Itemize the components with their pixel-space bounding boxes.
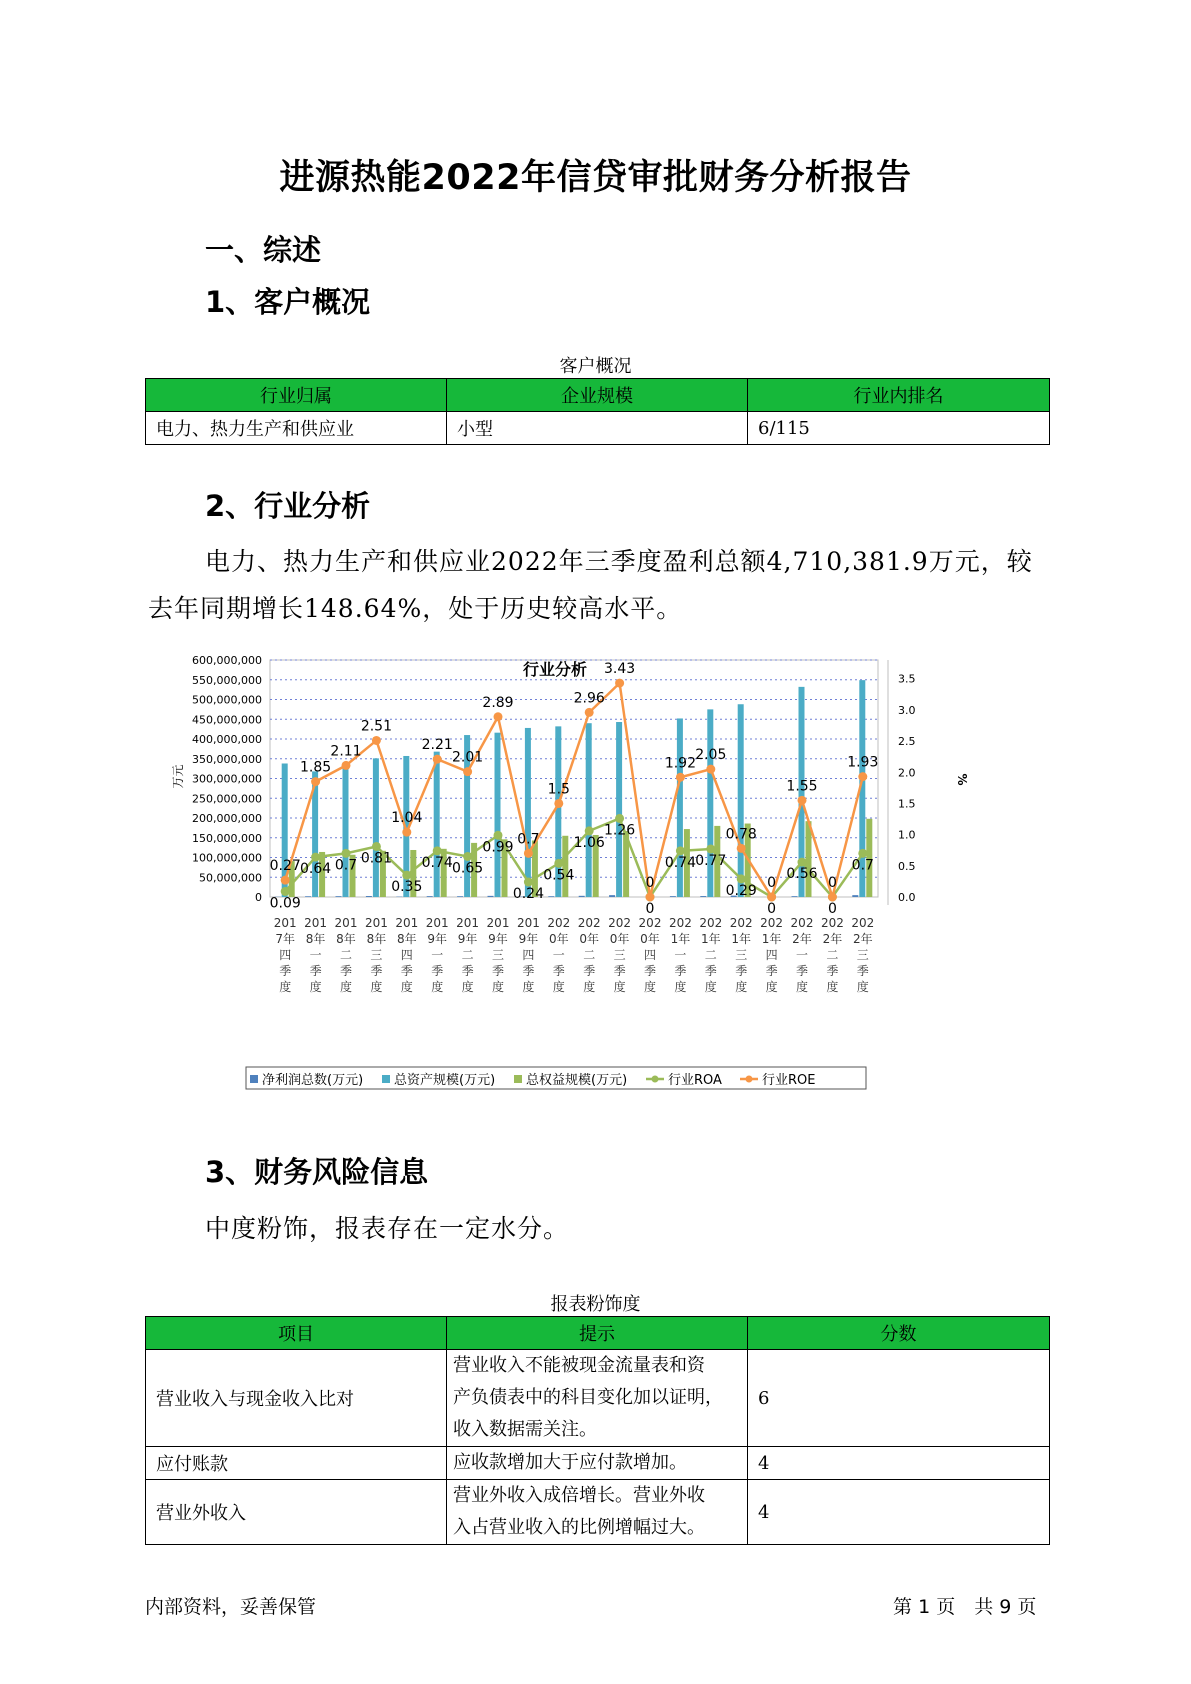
table-cell: 电力、热力生产和供应业 — [146, 412, 447, 445]
x-tick-label: 季 — [583, 964, 596, 978]
x-tick-label: 度 — [339, 980, 353, 994]
table-header: 项目 — [146, 1317, 447, 1350]
y2-tick-label: 3.0 — [898, 703, 916, 717]
y2-tick-label: 2.5 — [898, 735, 916, 749]
bar — [495, 733, 501, 897]
table-cell: 4 — [748, 1447, 1050, 1480]
x-tick-label: 度 — [765, 980, 778, 994]
document-title: 进源热能2022年信贷审批财务分析报告 — [279, 158, 912, 198]
data-label: 1.5 — [547, 781, 570, 798]
y-tick-label: 600,000,000 — [192, 655, 262, 667]
x-tick-label: 三 — [735, 948, 748, 962]
data-label: 1.04 — [391, 810, 423, 827]
x-tick-label: 二 — [583, 948, 596, 962]
data-point — [858, 772, 867, 781]
x-tick-label: 9年 — [427, 932, 448, 946]
table-cell: 6/115 — [748, 412, 1050, 445]
data-label: 2.05 — [695, 747, 727, 764]
y-tick-label: 150,000,000 — [192, 831, 262, 845]
x-tick-label: 三 — [856, 948, 869, 962]
legend-swatch-marker — [652, 1076, 659, 1083]
x-tick-label: 一 — [431, 948, 444, 962]
data-label: 0.09 — [269, 895, 301, 912]
y-tick-label: 200,000,000 — [192, 812, 262, 825]
x-tick-label: 一 — [309, 948, 322, 962]
x-tick-label: 201 — [334, 916, 358, 930]
y-tick-label: 500,000,000 — [192, 693, 262, 707]
page-prefix: 第 — [893, 1596, 913, 1618]
x-tick-label: 四 — [643, 948, 657, 962]
y-tick-label: 350,000,000 — [192, 752, 262, 766]
hint-line: 入占营业收入的比例增幅过大。 — [453, 1517, 705, 1538]
data-label: 1.85 — [300, 759, 332, 776]
x-tick-label: 度 — [279, 980, 292, 994]
hint-line: 营业收入不能被现金流量表和资 — [453, 1355, 705, 1376]
x-tick-label: 四 — [400, 948, 413, 962]
data-label: 0.7 — [334, 857, 358, 874]
data-point — [342, 761, 351, 770]
data-point — [494, 712, 503, 721]
x-tick-label: 1年 — [731, 932, 752, 946]
footer-page-number — [893, 1592, 1036, 1619]
data-label: 0.7 — [517, 831, 540, 848]
x-tick-label: 202 — [608, 916, 632, 930]
chart-title: 行业分析 — [522, 660, 588, 679]
x-tick-label: 季 — [279, 964, 292, 978]
table-cell-hint — [447, 1480, 748, 1545]
table-header: 提示 — [447, 1317, 748, 1350]
section-heading-overview: 一、综述 — [205, 233, 322, 267]
y-tick-label: 550,000,000 — [192, 673, 262, 687]
data-point — [281, 876, 290, 885]
data-point — [554, 799, 563, 808]
y-tick-label: 450,000,000 — [192, 713, 262, 727]
subheading-industry-analysis: 2、行业分析 — [205, 489, 371, 523]
data-label: 0.74 — [421, 854, 453, 871]
x-tick-label: 9年 — [457, 932, 478, 946]
data-label: 0.7 — [851, 857, 874, 874]
x-tick-label: 季 — [522, 964, 535, 978]
x-tick-label: 201 — [395, 916, 419, 930]
bar — [457, 896, 463, 897]
data-point — [402, 828, 411, 837]
table-cell: 6 — [748, 1350, 1050, 1447]
table-header: 行业内排名 — [748, 379, 1050, 412]
x-tick-label: 度 — [552, 980, 565, 994]
data-label: 0.64 — [300, 861, 332, 878]
x-tick-label: 0年 — [548, 932, 569, 946]
x-tick-label: 8年 — [336, 932, 356, 946]
table-caption-customer: 客户概况 — [559, 356, 632, 377]
table-header: 行业归属 — [146, 379, 447, 412]
x-tick-label: 202 — [851, 916, 875, 930]
x-tick-label: 201 — [516, 916, 540, 930]
table-row — [146, 1480, 1050, 1545]
data-label: 1.06 — [573, 834, 605, 851]
x-tick-label: 季 — [309, 964, 322, 978]
x-tick-label: 季 — [735, 964, 748, 978]
data-point — [767, 893, 776, 902]
legend-swatch — [250, 1075, 258, 1083]
data-label: 0 — [767, 901, 777, 917]
page-total: 9 — [999, 1596, 1012, 1618]
paragraph-line: 电力、热力生产和供应业2022年三季度盈利总额4,710,381.9万元，较 — [205, 547, 1033, 576]
bar — [609, 895, 615, 897]
x-tick-label: 202 — [760, 916, 784, 930]
x-tick-label: 8年 — [396, 932, 417, 946]
bar — [586, 723, 592, 897]
x-tick-label: 二 — [461, 948, 474, 962]
y-tick-label: 400,000,000 — [192, 733, 262, 746]
x-tick-label: 202 — [577, 916, 601, 930]
data-point — [646, 893, 655, 902]
x-tick-label: 度 — [856, 980, 869, 994]
x-tick-label: 201 — [273, 916, 297, 930]
y-tick-label: 300,000,000 — [192, 772, 262, 786]
bar — [579, 896, 585, 897]
paragraph-line: 去年同期增长148.64%，处于历史较高水平。 — [148, 594, 683, 623]
page-current: 1 — [918, 1596, 931, 1618]
x-tick-label: 2年 — [822, 932, 843, 946]
data-label: 1.92 — [664, 755, 696, 772]
x-tick-label: 2年 — [792, 932, 812, 946]
bar — [434, 752, 440, 897]
bar — [548, 896, 554, 897]
data-label: 2.11 — [330, 743, 362, 760]
subheading-customer-overview: 1、客户概况 — [205, 285, 371, 319]
x-tick-label: 度 — [309, 980, 322, 994]
bar — [488, 896, 494, 897]
bar — [427, 896, 433, 897]
data-point — [311, 777, 320, 786]
y2-tick-label: 1.0 — [898, 828, 916, 842]
data-label: 0.27 — [269, 858, 301, 875]
data-point — [433, 755, 442, 764]
data-label: 0.99 — [482, 839, 514, 856]
table-cell: 营业收入与现金收入比对 — [146, 1350, 447, 1447]
data-label: 0.24 — [512, 886, 544, 903]
x-tick-label: 季 — [704, 964, 717, 978]
x-tick-label: 三 — [491, 948, 505, 962]
bar — [366, 896, 372, 897]
x-tick-label: 季 — [643, 964, 657, 978]
bar — [525, 728, 531, 897]
x-tick-label: 季 — [613, 964, 626, 978]
table-cell: 小型 — [447, 412, 748, 445]
x-tick-label: 202 — [820, 916, 844, 930]
legend-swatch — [514, 1075, 522, 1083]
data-label: 2.21 — [421, 737, 453, 754]
hint-line: 应收款增加大于应付款增加。 — [453, 1452, 687, 1473]
x-tick-label: 季 — [765, 964, 778, 978]
bar — [806, 821, 812, 897]
chart-svg — [170, 655, 970, 1115]
x-tick-label: 202 — [668, 916, 692, 930]
bar — [616, 722, 622, 897]
x-tick-label: 季 — [856, 964, 869, 978]
x-tick-label: 三 — [613, 948, 626, 962]
x-tick-label: 一 — [674, 948, 687, 962]
x-tick-label: 7年 — [275, 932, 296, 946]
y-tick-label: 100,000,000 — [192, 851, 262, 865]
x-tick-label: 1年 — [700, 932, 721, 946]
table-header: 企业规模 — [447, 379, 748, 412]
bar — [305, 896, 311, 897]
x-tick-label: 202 — [699, 916, 723, 930]
bar — [336, 896, 342, 897]
data-point — [798, 796, 807, 805]
table-caption-embellishment: 报表粉饰度 — [550, 1294, 641, 1315]
bar — [670, 896, 676, 897]
data-label: 2.01 — [452, 749, 484, 766]
data-label: 0.35 — [391, 879, 423, 896]
data-label: 3.43 — [604, 661, 636, 678]
hint-line: 收入数据需关注。 — [453, 1419, 597, 1440]
x-tick-label: 季 — [552, 964, 565, 978]
bar — [700, 896, 706, 897]
x-tick-label: 度 — [370, 980, 383, 994]
data-point — [737, 844, 746, 853]
legend-label: 行业ROE — [762, 1073, 816, 1088]
data-label: 0.65 — [452, 860, 484, 877]
x-tick-label: 季 — [339, 964, 353, 978]
data-point — [676, 773, 685, 782]
x-tick-label: 0年 — [579, 932, 600, 946]
legend-swatch — [382, 1075, 390, 1083]
data-point — [585, 708, 594, 717]
table-cell: 应付账款 — [146, 1447, 447, 1480]
x-tick-label: 一 — [552, 948, 565, 962]
data-point — [372, 736, 381, 745]
data-point — [524, 849, 533, 858]
hint-line: 营业外收入成倍增长。营业外收 — [453, 1485, 705, 1506]
customer-overview-table — [145, 378, 1050, 445]
bar — [343, 763, 349, 897]
data-label: 0 — [645, 875, 655, 891]
data-label: 0.29 — [725, 882, 757, 899]
legend-label: 总权益规模(万元) — [526, 1073, 628, 1088]
page-mid: 页 共 — [936, 1596, 994, 1618]
x-tick-label: 度 — [643, 980, 657, 994]
y2-tick-label: 0.5 — [898, 859, 916, 873]
data-label: 0 — [645, 901, 655, 917]
data-point — [463, 767, 472, 776]
x-tick-label: 8年 — [305, 932, 326, 946]
x-tick-label: 度 — [461, 980, 474, 994]
data-label: 0.56 — [786, 866, 818, 883]
x-tick-label: 度 — [400, 980, 413, 994]
data-label: 0 — [827, 901, 837, 917]
x-tick-label: 201 — [486, 916, 510, 930]
bar — [738, 704, 744, 897]
subheading-financial-risk: 3、财务风险信息 — [205, 1155, 429, 1189]
legend-label: 总资产规模(万元) — [394, 1073, 496, 1088]
x-tick-label: 四 — [765, 948, 778, 962]
table-row — [146, 412, 1050, 445]
legend-label: 净利润总数(万元) — [262, 1073, 364, 1088]
table-row — [146, 1350, 1050, 1447]
x-tick-label: 度 — [431, 980, 444, 994]
table-cell-hint — [447, 1350, 748, 1447]
x-tick-label: 201 — [456, 916, 480, 930]
x-tick-label: 度 — [674, 980, 687, 994]
page-suffix: 页 — [1017, 1596, 1037, 1618]
x-tick-label: 二 — [704, 948, 717, 962]
x-tick-label: 1年 — [761, 932, 782, 946]
x-tick-label: 1年 — [670, 932, 691, 946]
bar — [852, 895, 858, 897]
data-label: 0.74 — [664, 854, 696, 871]
data-label: 0.77 — [695, 852, 727, 869]
x-tick-label: 二 — [826, 948, 839, 962]
table-header: 分数 — [748, 1317, 1050, 1350]
x-tick-label: 201 — [364, 916, 388, 930]
x-tick-label: 202 — [638, 916, 662, 930]
table-cell-hint — [447, 1447, 748, 1480]
x-tick-label: 9年 — [488, 932, 508, 946]
x-tick-label: 201 — [425, 916, 449, 930]
x-tick-label: 季 — [795, 964, 809, 978]
x-tick-label: 季 — [461, 964, 474, 978]
hint-line: 产负债表中的科目变化加以证明， — [453, 1387, 723, 1408]
data-label: 1.26 — [604, 822, 636, 839]
x-tick-label: 度 — [795, 980, 809, 994]
x-tick-label: 度 — [583, 980, 596, 994]
data-label: 0.54 — [543, 867, 575, 884]
x-tick-label: 度 — [735, 980, 748, 994]
footer-confidential: 内部资料，妥善保管 — [145, 1596, 317, 1618]
x-tick-label: 9年 — [518, 932, 539, 946]
x-tick-label: 度 — [826, 980, 839, 994]
x-tick-label: 2年 — [852, 932, 873, 946]
data-point — [706, 765, 715, 774]
data-point — [615, 679, 624, 688]
x-tick-label: 202 — [547, 916, 571, 930]
x-tick-label: 一 — [795, 948, 809, 962]
bar — [373, 758, 379, 897]
data-label: 0 — [767, 875, 777, 891]
data-label: 2.96 — [573, 690, 605, 707]
table-cell: 4 — [748, 1480, 1050, 1545]
y2-tick-label: 2.0 — [898, 766, 916, 780]
legend-swatch-marker — [746, 1076, 753, 1083]
data-label: 0 — [827, 875, 837, 891]
legend-label: 行业ROA — [668, 1073, 722, 1088]
bar — [792, 896, 798, 897]
x-tick-label: 二 — [339, 948, 353, 962]
x-tick-label: 201 — [304, 916, 328, 930]
y-tick-label: 0 — [255, 891, 262, 904]
x-tick-label: 三 — [370, 948, 383, 962]
x-tick-label: 季 — [674, 964, 687, 978]
x-tick-label: 度 — [491, 980, 505, 994]
y2-tick-label: 3.5 — [898, 672, 916, 686]
x-tick-label: 四 — [522, 948, 535, 962]
table-cell: 营业外收入 — [146, 1480, 447, 1545]
x-tick-label: 季 — [826, 964, 839, 978]
data-label: 0.81 — [360, 850, 392, 867]
x-tick-label: 度 — [613, 980, 626, 994]
x-tick-label: 202 — [790, 916, 814, 930]
x-tick-label: 四 — [279, 948, 292, 962]
y-tick-label: 250,000,000 — [192, 792, 262, 806]
data-point — [828, 893, 837, 902]
y2-tick-label: 1.5 — [898, 797, 916, 811]
y2-tick-label: 0.0 — [898, 891, 916, 904]
data-label: 2.51 — [360, 718, 392, 735]
y-tick-label: 50,000,000 — [199, 871, 262, 885]
paragraph-risk: 中度粉饰，报表存在一定水分。 — [205, 1214, 570, 1243]
x-tick-label: 202 — [729, 916, 753, 930]
x-tick-label: 0年 — [640, 932, 660, 946]
y-axis-label: 万元 — [171, 764, 185, 789]
x-tick-label: 8年 — [366, 932, 387, 946]
x-tick-label: 季 — [370, 964, 383, 978]
table-row — [146, 1447, 1050, 1480]
industry-analysis-chart — [170, 655, 970, 1115]
x-tick-label: 季 — [400, 964, 413, 978]
x-tick-label: 度 — [522, 980, 535, 994]
data-label: 1.93 — [847, 754, 879, 771]
data-label: 2.89 — [482, 694, 514, 711]
x-tick-label: 0年 — [609, 932, 630, 946]
data-label: 0.78 — [725, 826, 757, 843]
y2-axis-label: % — [955, 773, 969, 786]
embellishment-table — [145, 1316, 1050, 1545]
data-label: 1.55 — [786, 778, 818, 795]
x-tick-label: 季 — [491, 964, 505, 978]
x-tick-label: 季 — [431, 964, 444, 978]
x-tick-label: 度 — [704, 980, 717, 994]
